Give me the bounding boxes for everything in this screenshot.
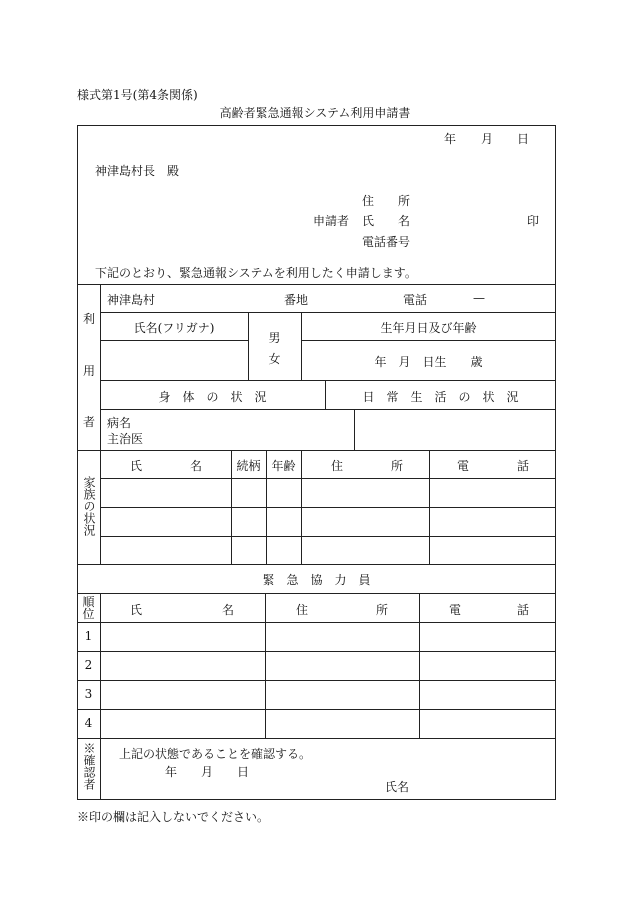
family-row1-bottom xyxy=(100,507,556,508)
user-name-header-bottom-left xyxy=(100,340,248,341)
frame-right xyxy=(555,125,556,800)
user-banchi: 番地 xyxy=(284,293,309,307)
family-col-address xyxy=(301,450,302,564)
seal-mark: 印 xyxy=(527,214,540,228)
user-phone-label: 電話 xyxy=(403,293,428,307)
user-name-header-bottom-right xyxy=(301,340,556,341)
user-doctor-label: 主治医 xyxy=(107,432,144,446)
user-sex-male: 男 xyxy=(268,331,281,345)
emergency-row-number: 1 xyxy=(84,629,93,643)
applicant-address-label: 住 所 xyxy=(362,194,411,208)
divider-emergency-row2-top xyxy=(77,651,556,652)
family-header-name: 氏 名 xyxy=(130,459,202,473)
applicant-name-label: 氏 名 xyxy=(362,214,411,228)
divider-user-top xyxy=(77,284,556,285)
emergency-row-number: 4 xyxy=(84,716,93,730)
emergency-header-phone: 電 話 xyxy=(449,603,529,617)
confirm-side-label: ※確認者 xyxy=(82,742,96,790)
family-header-address: 住 所 xyxy=(331,459,403,473)
user-sex-col-left xyxy=(248,312,249,380)
user-status-header-bottom xyxy=(100,409,556,410)
date-day: 日 xyxy=(517,132,530,146)
family-header-relation: 続柄 xyxy=(236,459,261,473)
applicant-label: 申請者 xyxy=(313,214,350,228)
confirm-side-col xyxy=(100,738,101,799)
user-illness-split xyxy=(354,409,355,450)
user-body-status-header: 身 体 の 状 況 xyxy=(158,390,267,404)
confirm-name-label: 氏名 xyxy=(385,780,410,794)
user-village: 神津島村 xyxy=(107,293,156,307)
emergency-header-name: 氏 名 xyxy=(130,603,234,617)
frame-bottom xyxy=(77,799,556,800)
user-daily-status-header: 日 常 生 活 の 状 況 xyxy=(362,390,519,404)
applicant-phone-label: 電話番号 xyxy=(362,235,411,249)
emergency-col-phone xyxy=(419,593,420,738)
family-col-phone xyxy=(429,450,430,564)
family-row2-bottom xyxy=(100,536,556,537)
divider-emergency-title-top xyxy=(77,564,556,565)
family-header-age: 年齢 xyxy=(271,459,296,473)
divider-emergency-header-top xyxy=(77,593,556,594)
confirm-date-day: 日 xyxy=(237,765,250,779)
emergency-row-number: 3 xyxy=(84,687,93,701)
confirm-date-month: 月 xyxy=(201,765,214,779)
frame-top xyxy=(77,125,556,126)
addressee: 神津島村長 殿 xyxy=(95,164,180,178)
footnote: ※印の欄は記入しないでください。 xyxy=(77,810,270,824)
request-text: 下記のとおり、緊急通報システムを利用したく申請します。 xyxy=(95,266,417,280)
user-illness-label: 病名 xyxy=(107,416,132,430)
form-number: 様式第1号(第4条関係) xyxy=(77,88,198,102)
user-side-col xyxy=(100,284,101,450)
emergency-order-label: 順位 xyxy=(82,595,95,621)
divider-confirm-top xyxy=(77,738,556,739)
order-col xyxy=(100,593,101,738)
user-side-label: 利 用 者 xyxy=(82,312,95,429)
family-side-label: 家族の状況 xyxy=(82,476,96,536)
divider-emergency-row3-top xyxy=(77,680,556,681)
user-phone-dash: — xyxy=(473,291,485,305)
date-year: 年 xyxy=(444,132,457,146)
user-name-kana-header: 氏名(フリガナ) xyxy=(133,321,215,335)
emergency-col-address xyxy=(265,593,266,738)
confirm-date-year: 年 xyxy=(165,765,178,779)
date-month: 月 xyxy=(481,132,494,146)
emergency-header-address: 住 所 xyxy=(296,603,388,617)
emergency-title: 緊 急 協 力 員 xyxy=(262,573,371,587)
family-header-phone: 電 話 xyxy=(457,459,529,473)
user-name-row-bottom xyxy=(100,380,556,381)
divider-emergency-row4-top xyxy=(77,709,556,710)
divider-emergency-row1-top xyxy=(77,622,556,623)
confirm-text: 上記の状態であることを確認する。 xyxy=(119,747,312,761)
emergency-row-number: 2 xyxy=(84,658,93,672)
family-header-bottom xyxy=(100,478,556,479)
divider-family-top xyxy=(77,450,556,451)
user-sex-female: 女 xyxy=(268,352,281,366)
form-title: 高齢者緊急通報システム利用申請書 xyxy=(219,106,411,120)
user-birth-header: 生年月日及び年齢 xyxy=(380,321,477,335)
user-row-address-bottom xyxy=(100,312,556,313)
user-birth-value: 年 月 日生 歳 xyxy=(374,355,483,369)
